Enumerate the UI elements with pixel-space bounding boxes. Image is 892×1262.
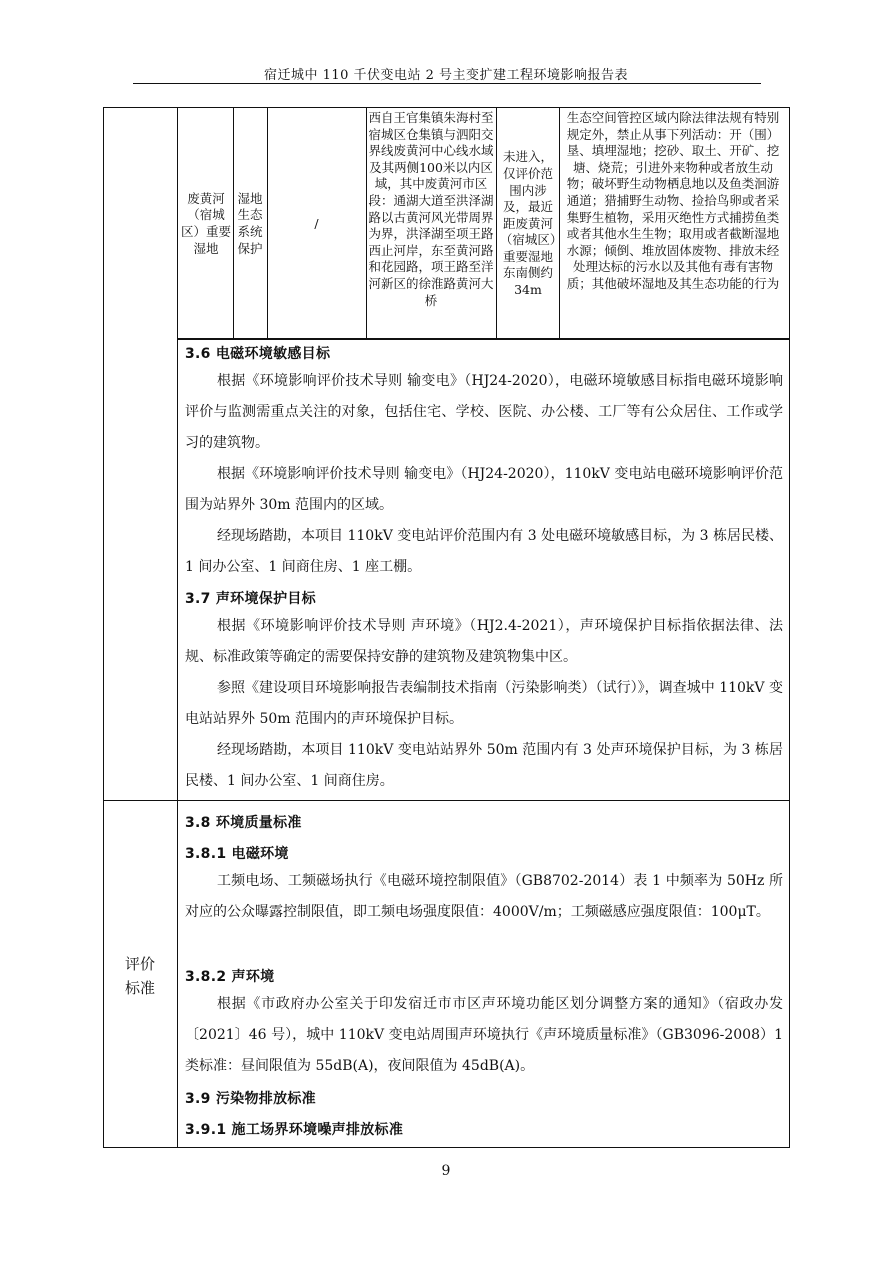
column-divider-level: [366, 108, 367, 338]
wetland-row-bottom-rule: [177, 338, 789, 340]
section-3-8-1-paragraph: 工频电场、工频磁场执行《电磁环境控制限值》（GB8702-2014）表 1 中频率为 50Hz 所对应的公众曝露控制限值，即工频电场强度限值：4000V/m；工频磁感应强度限值：100μT。: [185, 873, 783, 920]
wetland-relation-cell: [498, 110, 558, 338]
section-3-8-2-heading: 3.8.2 声环境: [185, 969, 275, 985]
section-3-8-2-paragraph: 根据《市政府办公室关于印发宿迁市市区声环境功能区划分调整方案的通知》（宿政办发〔2021〕46 号），城中 110kV 变电站周围声环境执行《声环境质量标准》（GB3096-2008）1 类标准：昼间限值为 55dB(A)，夜间限值为 45dB(A)。: [185, 996, 783, 1074]
section-3-8-heading: 3.8 环境质量标准: [185, 815, 302, 831]
evaluation-standard-label: [103, 952, 177, 1000]
column-divider-name: [233, 108, 234, 338]
section-3-7-paragraph-2: 参照《建设项目环境影响报告表编制技术指南（污染影响类）（试行）》，调查城中 110kV 变电站站界外 50m 范围内的声环境保护目标。: [185, 680, 783, 727]
wetland-scope-cell: [368, 110, 494, 338]
section-3-6-paragraph-1: 根据《环境影响评价技术导则 输变电》（HJ24-2020），电磁环境敏感目标指电磁环境影响评价与监测需重点关注的对象，包括住宅、学校、医院、办公楼、工厂等有公众居住、工作或学习的建筑物。: [185, 373, 783, 451]
evaluation-standard-label-line-2: 标准: [124, 979, 155, 997]
section-3-6-paragraph-2: 根据《环境影响评价技术导则 输变电》（HJ24-2020），110kV 变电站电磁环境影响评价范围为站界外 30m 范围内的区域。: [185, 466, 783, 513]
section-3-7-heading: 3.7 声环境保护目标: [185, 591, 316, 607]
running-header-title: 宿迁城中 110 千伏变电站 2 号主变扩建工程环境影响报告表: [263, 68, 629, 83]
wetland-control-cell: [562, 110, 784, 338]
wetland-control: 生态空间管控区域内除法律法规有特别规定外，禁止从事下列活动：开（围）垦、填埋湿地；挖砂、取土、开矿、挖塘、烧荒；引进外来物种或者放生动物；破坏野生动物栖息地以及鱼类洄游通道；猎捕野生动物、捡拾鸟卵或者采集野生植物，采用灭绝性方式捕捞鱼类或者其他水生生物；取用或者截断湿地水源；倾倒、堆放固体废物、排放未经处理达标的污水以及其他有毒有害物质；其他破坏湿地及其生态功能的行为: [566, 110, 780, 291]
column-divider-scope: [496, 108, 497, 338]
section-3-9-heading: 3.9 污染物排放标准: [185, 1091, 316, 1107]
wetland-level-cell: [269, 110, 364, 338]
evaluation-standard-label-line-1: 评价: [124, 955, 155, 973]
section-3-6-paragraph-3: 经现场踏勘，本项目 110kV 变电站评价范围内有 3 处电磁环境敏感目标，为 3 栋居民楼、1 间办公室、1 间商住房、1 座工棚。: [185, 528, 783, 575]
wetland-scope: 西自王官集镇朱海村至宿城区仓集镇与泗阳交界线废黄河中心线水域及其两侧100米以内区域，其中废黄河市区段：通湖大道至洪泽湖路以古黄河风光带周界为界，洪泽湖至项王路西止河岸，东至黄河路和花园路，项王路至洋河新区的徐淮路黄河大桥: [368, 110, 494, 308]
wetland-category-cell: [235, 110, 265, 338]
column-divider-main: [177, 108, 178, 1147]
wetland-category: 湿地生态系统保护: [237, 190, 263, 256]
column-divider-category: [267, 108, 268, 338]
header-rule: [133, 83, 761, 84]
wetland-relation: 未进入，仅评价范围内涉及，最近距废黄河（宿城区）重要湿地东南侧约 34m: [499, 149, 557, 298]
wetland-name: 废黄河（宿城区）重要湿地: [181, 190, 231, 256]
page-number: 9: [441, 1163, 451, 1179]
section-3-6-heading: 3.6 电磁环境敏感目标: [185, 346, 331, 362]
column-divider-relation: [559, 108, 560, 338]
section-3-8-1-heading: 3.8.1 电磁环境: [185, 846, 289, 862]
wetland-level: /: [314, 215, 319, 231]
section-3-9-1-heading: 3.9.1 施工场界环境噪声排放标准: [185, 1122, 404, 1138]
wetland-name-cell: [181, 110, 231, 338]
section-3-7-paragraph-3: 经现场踏勘，本项目 110kV 变电站站界外 50m 范围内有 3 处声环境保护目标，为 3 栋居民楼、1 间办公室、1 间商住房。: [185, 742, 783, 789]
section-3-7-paragraph-1: 根据《环境影响评价技术导则 声环境》（HJ2.4-2021），声环境保护目标指依据法律、法规、标准政策等确定的需要保持安静的建筑物及建筑物集中区。: [185, 618, 783, 665]
section-separator: [104, 800, 789, 801]
